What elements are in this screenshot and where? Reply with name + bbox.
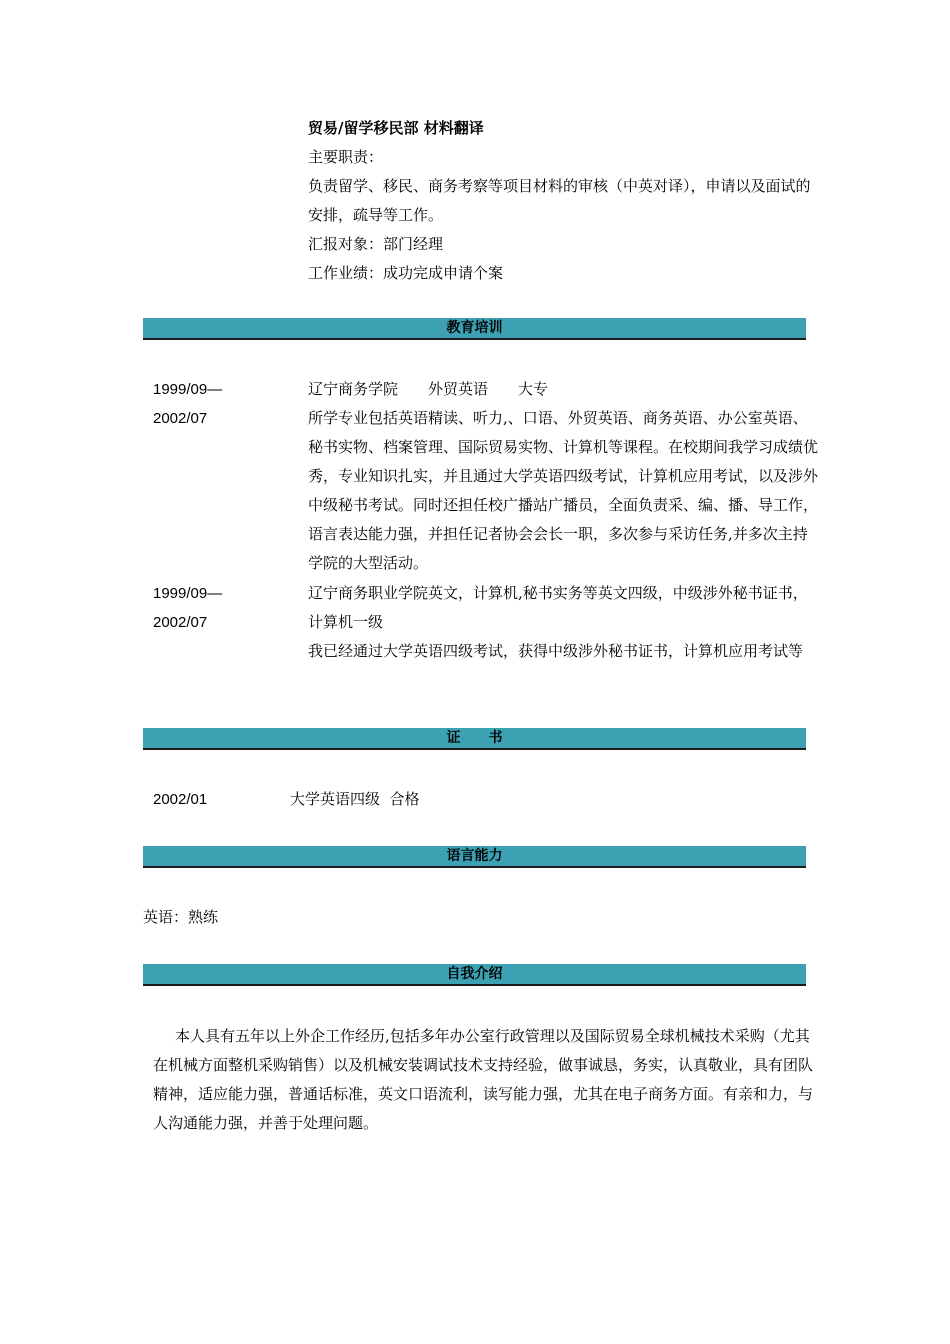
education-entry-2: [308, 579, 820, 666]
education-entry-1: [308, 375, 820, 578]
section-header-intro: 自我介绍: [143, 964, 806, 986]
education-school-line: 辽宁商务学院 外贸英语 大专: [308, 380, 549, 398]
achievement: 工作业绩：成功完成申请个案: [308, 264, 504, 282]
duties-text: 负责留学、移民、商务考察等项目材料的审核（中英对译），申请以及面试的安排，疏导等工作。: [308, 177, 811, 224]
job-title: 贸易/留学移民部 材料翻译: [308, 119, 484, 137]
language-english: 英语：熟练: [143, 908, 219, 926]
education-description: 所学专业包括英语精读、听力,、口语、外贸英语、商务英语、办公室英语、秘书实物、档案管理、国际贸易实物、计算机等课程。在校期间我学习成绩优秀，专业知识扎实，并且通过大学英语四级考试，计算机应用考试，以及涉外中级秘书考试。同时还担任校广播站广播员，全面负责采、编、播、导工作，语言表达能力强，并担任记者协会会长一职，多次参与采访任务,并多次主持学院的大型活动。: [308, 409, 819, 572]
intro-text: 本人具有五年以上外企工作经历,包括多年办公室行政管理以及国际贸易全球机械技术采购（尤其在机械方面整机采购销售）以及机械安装调试技术支持经验，做事诚恳，务实，认真敬业，具有团队精神，适应能力强，普通话标准，英文口语流利，读写能力强，尤其在电子商务方面。有亲和力，与人沟通能力强，并善于处理问题。: [153, 1027, 814, 1132]
education-school-line: 辽宁商务职业学院英文，计算机,秘书实务等英文四级，中级涉外秘书证书，计算机一级: [308, 584, 808, 631]
certificate-date: 2002/01: [153, 791, 208, 808]
education-date-end: 2002/07: [153, 614, 208, 631]
work-block: [308, 114, 820, 288]
education-description: 我已经通过大学英语四级考试，获得中级涉外秘书证书，计算机应用考试等: [308, 642, 804, 660]
education-date-start: 1999/09—: [153, 585, 223, 602]
report-to: 汇报对象：部门经理: [308, 235, 444, 253]
education-date-start: 1999/09—: [153, 381, 223, 398]
education-date-1: [153, 375, 222, 433]
duties-label: 主要职责：: [308, 148, 384, 166]
education-date-end: 2002/07: [153, 410, 208, 427]
section-header-education: 教育培训: [143, 318, 806, 340]
education-date-2: [153, 579, 222, 637]
certificate-name: 大学英语四级 合格: [290, 790, 420, 808]
section-header-certificate: 证 书: [143, 728, 806, 750]
section-header-language: 语言能力: [143, 846, 806, 868]
